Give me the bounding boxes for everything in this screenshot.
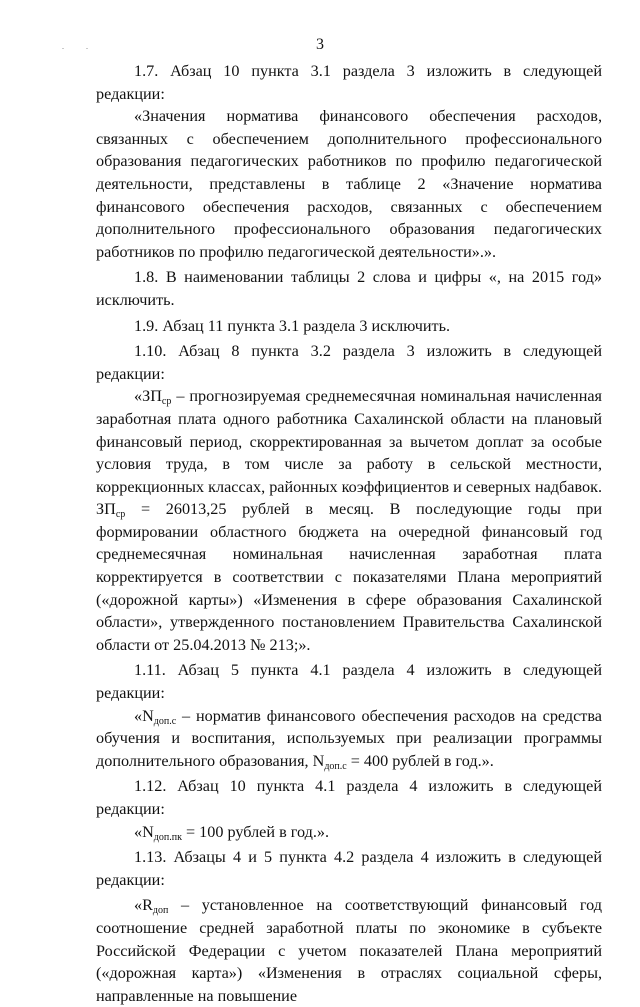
formula-subscript: ср	[161, 396, 172, 408]
formula-text: – норматив финансового обеспечения расходов на средства обучения и воспитания, используемых при реализации программы дополнительного образования, N	[96, 706, 602, 770]
formula-text: «R	[134, 896, 153, 915]
formula-text: = 400 рублей в год.».	[346, 751, 494, 770]
page-number: 3	[316, 36, 324, 53]
formula-subscript: доп	[152, 905, 169, 917]
paragraph-1-10: 1.10. Абзац 8 пункта 3.2 раздела 3 изложить в следующей редакции:	[96, 342, 602, 383]
paragraph-1-9: 1.9. Абзац 11 пункта 3.1 раздела 3 исключить.	[134, 316, 451, 335]
quote-paragraph-salary	[96, 385, 602, 656]
formula-text: «N	[134, 822, 154, 841]
quote-paragraph-n-dop-s	[96, 705, 602, 773]
paragraph-1-11: 1.11. Абзац 5 пункта 4.1 раздела 4 изложить в следующей редакции:	[96, 661, 602, 703]
formula-text: = 26013,25 рублей в месяц. В последующие годы при формировании областного бюджета на очередной финансовый год среднемесячная номинальная начисленная заработная плата корректируется в соответствии с показателями Плана мероприятий («дорожной карты») «Изменения в сфере образования Сахалинской области», утвержденного постановлением Правительства Сахалинской области от 25.04.2013 № 213;».	[96, 500, 602, 654]
scan-artifact-dots: . .	[62, 42, 98, 51]
paragraph-1-8: 1.8. В наименовании таблицы 2 слова и цифры «, на 2015 год» исключить.	[96, 268, 602, 309]
formula-text: = 100 рублей в год.».	[181, 822, 330, 841]
formula-text: «ЗП	[134, 387, 162, 406]
paragraph-1-12: 1.12. Абзац 10 пункта 4.1 раздела 4 изложить в следующей редакции:	[96, 777, 602, 818]
formula-text: – прогнозируемая среднемесячная номинальная начисленная заработная плата одного работника Сахалинской области на плановый финансовый период, скорректированная за вычетом доплат за особые условия труда, в том числе за работу в сельской местности, коррекционных классах, районных коэффициентов и северных надбавок. ЗП	[96, 387, 602, 519]
quote-paragraph-norm-values: «Значения норматива финансового обеспечения расходов, связанных с обеспечением дополнительного профессионального образования педагогических работников по профилю педагогической деятельности, представлены в таблице 2 «Значение норматива финансового обеспечения расходов, связанных с обеспечением дополнительного профессионального образования педагогических работников по профилю педагогической деятельности».».	[96, 107, 602, 261]
paragraph-1-13: 1.13. Абзацы 4 и 5 пункта 4.2 раздела 4 изложить в следующей редакции:	[96, 848, 602, 889]
document-body	[96, 60, 602, 1007]
formula-text: – установленное на соответствующий финансовый год соотношение средней заработной платы по экономике в субъекте Российской Федерации с учетом показателей Плана мероприятий («дорожная карта») «Изменения в отраслях социальной сферы, направленные на повышение	[96, 896, 602, 1005]
formula-subscript: ср	[115, 509, 126, 521]
formula-subscript: доп.пк	[153, 831, 182, 843]
formula-text: «N	[134, 706, 154, 725]
quote-paragraph-n-dop-pk	[96, 821, 602, 844]
formula-subscript: доп.с	[153, 715, 177, 727]
paragraph-1-7: 1.7. Абзац 10 пункта 3.1 раздела 3 изложить в следующей редакции:	[96, 62, 602, 103]
formula-subscript: доп.с	[324, 760, 347, 772]
quote-paragraph-r-dop	[96, 894, 602, 1007]
